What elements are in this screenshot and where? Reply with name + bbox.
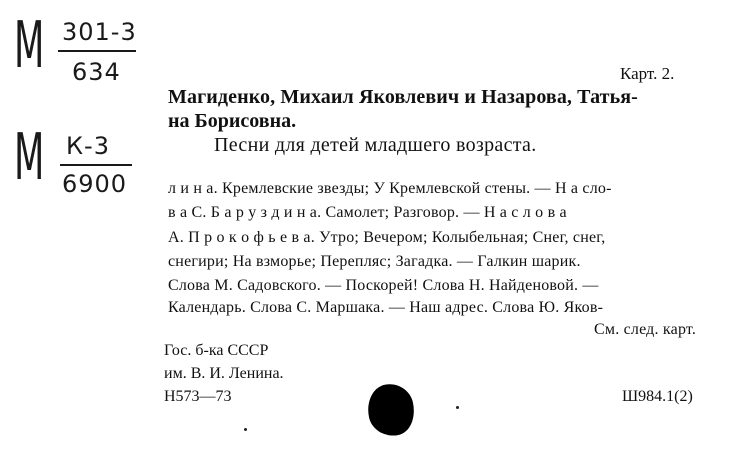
contents-line: снегири; На взморье; Перепляс; Загадка. — Галкин шарик. <box>168 253 581 270</box>
handwritten-code-bottom: 6900 <box>62 170 128 198</box>
library-name: им. В. И. Ленина. <box>164 365 284 382</box>
handwritten-code-top: К-3 <box>66 132 110 160</box>
author-line: Магиденко, Михаил Яковлевич и Назарова, Татья- <box>168 86 638 108</box>
handwritten-underline <box>58 50 136 52</box>
contents-line: Слова М. Садовского. — Поскорей! Слова Н. Найденовой. — <box>168 277 599 294</box>
book-title: Песни для детей младшего возраста. <box>214 134 537 156</box>
contents-line: в а С. Б а р у з д и н а. Самолет; Разговор. — Н а с л о в а <box>168 204 567 221</box>
handwritten-letter-m: М <box>14 9 45 83</box>
library-name: Гос. б-ка СССР <box>164 342 269 359</box>
author-line: на Борисовна. <box>168 110 297 132</box>
handwritten-underline <box>60 164 132 166</box>
ink-speck <box>244 428 247 431</box>
see-next-card: См. след. карт. <box>594 321 697 338</box>
handwritten-code-top: 301-3 <box>62 18 137 46</box>
contents-line: л и н а. Кремлевские звезды; У Кремлевской стены. — Н а сло- <box>168 180 612 197</box>
catalog-number: Н573—73 <box>164 388 232 405</box>
contents-line: Календарь. Слова С. Маршака. — Наш адрес. Слова Ю. Яков- <box>168 299 604 316</box>
ink-speck <box>456 406 459 409</box>
shelf-code: Ш984.1(2) <box>622 388 693 405</box>
contents-line: А. П р о к о ф ь е в а. Утро; Вечером; Колыбельная; Снег, снег, <box>168 229 606 246</box>
handwritten-code-bottom: 634 <box>72 58 121 86</box>
card-number: Карт. 2. <box>620 64 675 83</box>
handwritten-letter-m: М <box>14 121 45 195</box>
ink-blot <box>363 380 419 440</box>
